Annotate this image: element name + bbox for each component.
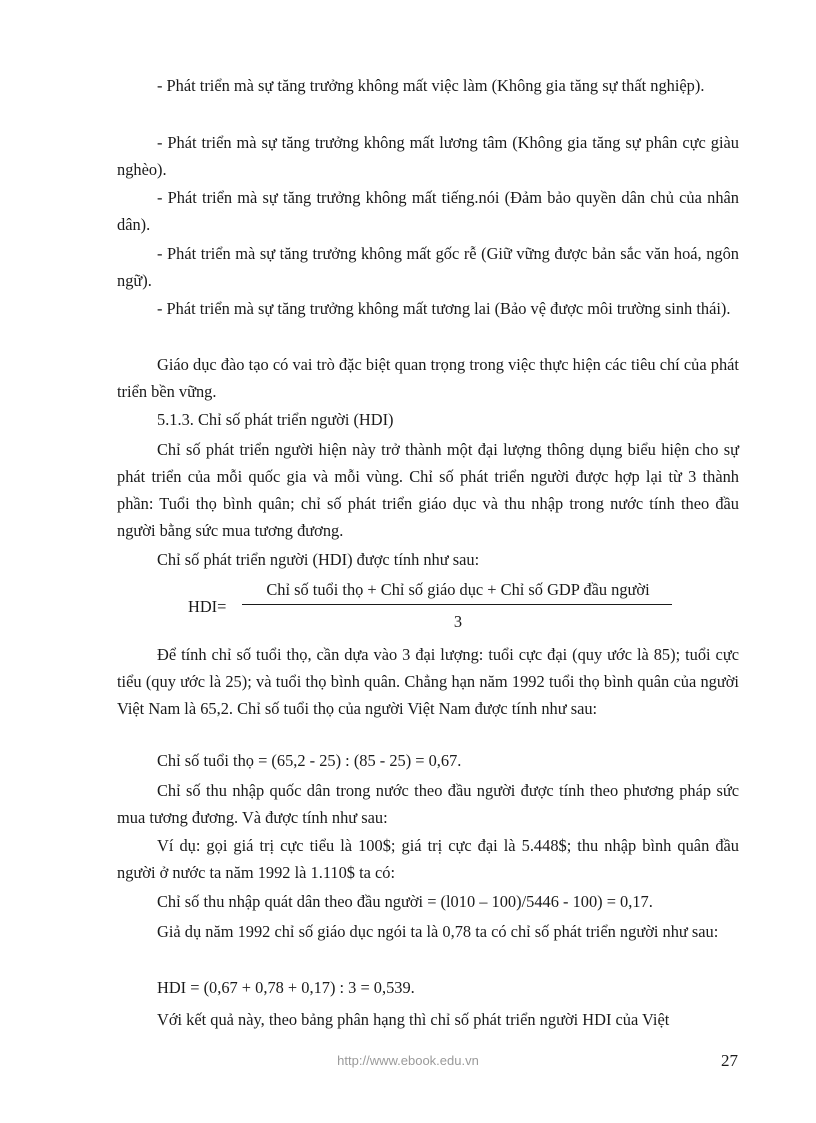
paragraph-bullet-future: - Phát triển mà sự tăng trưởng không mất tương lai (Bảo vệ được môi trường sinh thái). — [157, 299, 731, 318]
equation-hdi-result: HDI = (0,67 + 0,78 + 0,17) : 3 = 0,539. — [157, 978, 415, 997]
paragraph-education-role: Giáo dục đào tạo có vai trò đặc biệt quan trọng trong việc thực hiện các tiêu chí của phát triển bền vững. — [117, 355, 739, 401]
paragraph-bullet-conscience: - Phát triển mà sự tăng trưởng không mất lương tâm (Không gia tăng sự phân cực giàu nghèo). — [117, 133, 739, 179]
paragraph-bullet-unemployment: - Phát triển mà sự tăng trưởng không mất việc làm (Không gia tăng sự thất nghiệp). — [157, 76, 705, 95]
hdi-formula — [188, 576, 688, 632]
paragraph-education-index: Giả dụ năm 1992 chỉ số giáo dục ngói ta là 0,78 ta có chỉ số phát triển người như sau: — [157, 922, 719, 941]
formula-denominator: 3 — [453, 612, 463, 631]
paragraph-hdi-intro: Chỉ số phát triển người hiện này trở thành một đại lượng thông dụng biểu hiện cho sự phát triển của mỗi quốc gia và mỗi vùng. Chỉ số phát triển người được hợp lại từ 3 thành phần: Tuổi thọ bình quân; chỉ số phát triển giáo dục và thu nhập trong nước tính theo đầu người bằng sức mua tương đương. — [117, 440, 739, 540]
formula-lhs: HDI= — [188, 597, 227, 616]
paragraph-bullet-roots: - Phát triển mà sự tăng trưởng không mất gốc rễ (Giữ vững được bản sắc văn hoá, ngôn ngữ). — [117, 244, 739, 290]
page-number: 27 — [721, 1051, 738, 1070]
paragraph-bullet-voice: - Phát triển mà sự tăng trưởng không mất tiếng.nói (Đảm bảo quyền dân chủ của nhân dân). — [117, 188, 739, 234]
footer-url: http://www.ebook.edu.vn — [337, 1053, 479, 1068]
paragraph-life-expectancy: Để tính chỉ số tuổi thọ, cần dựa vào 3 đại lượng: tuổi cực đại (quy ước là 85); tuổi cực tiểu (quy ước là 25); và tuổi thọ bình quân. Chẳng hạn năm 1992 tuổi thọ bình quân của người Việt Nam là 65,2. Chỉ số tuổi thọ của người Việt Nam được tính như sau: — [117, 645, 739, 718]
paragraph-conclusion: Với kết quả này, theo bảng phân hạng thì chỉ số phát triển người HDI của Việt — [157, 1010, 670, 1029]
equation-income-index: Chỉ số thu nhập quát dân theo đầu người = (l010 – 100)/5446 - 100) = 0,17. — [157, 892, 653, 911]
paragraph-income-index: Chỉ số thu nhập quốc dân trong nước theo đầu người được tính theo phương pháp sức mua tương đương. Và được tính như sau: — [117, 781, 739, 827]
paragraph-example: Ví dụ: gọi giá trị cực tiểu là 100$; giá trị cực đại là 5.448$; thu nhập bình quân đầu người ở nước ta năm 1992 là 1.110$ ta có: — [117, 836, 739, 882]
paragraph-hdi-formula-intro: Chỉ số phát triển người (HDI) được tính như sau: — [157, 550, 480, 569]
section-heading: 5.1.3. Chỉ số phát triển người (HDI) — [157, 410, 394, 429]
fraction-bar — [242, 604, 672, 605]
equation-life-expectancy: Chỉ số tuổi thọ = (65,2 - 25) : (85 - 25) = 0,67. — [157, 751, 462, 770]
formula-numerator: Chỉ số tuổi thọ + Chỉ số giáo dục + Chỉ số GDP đầu người — [266, 580, 650, 599]
